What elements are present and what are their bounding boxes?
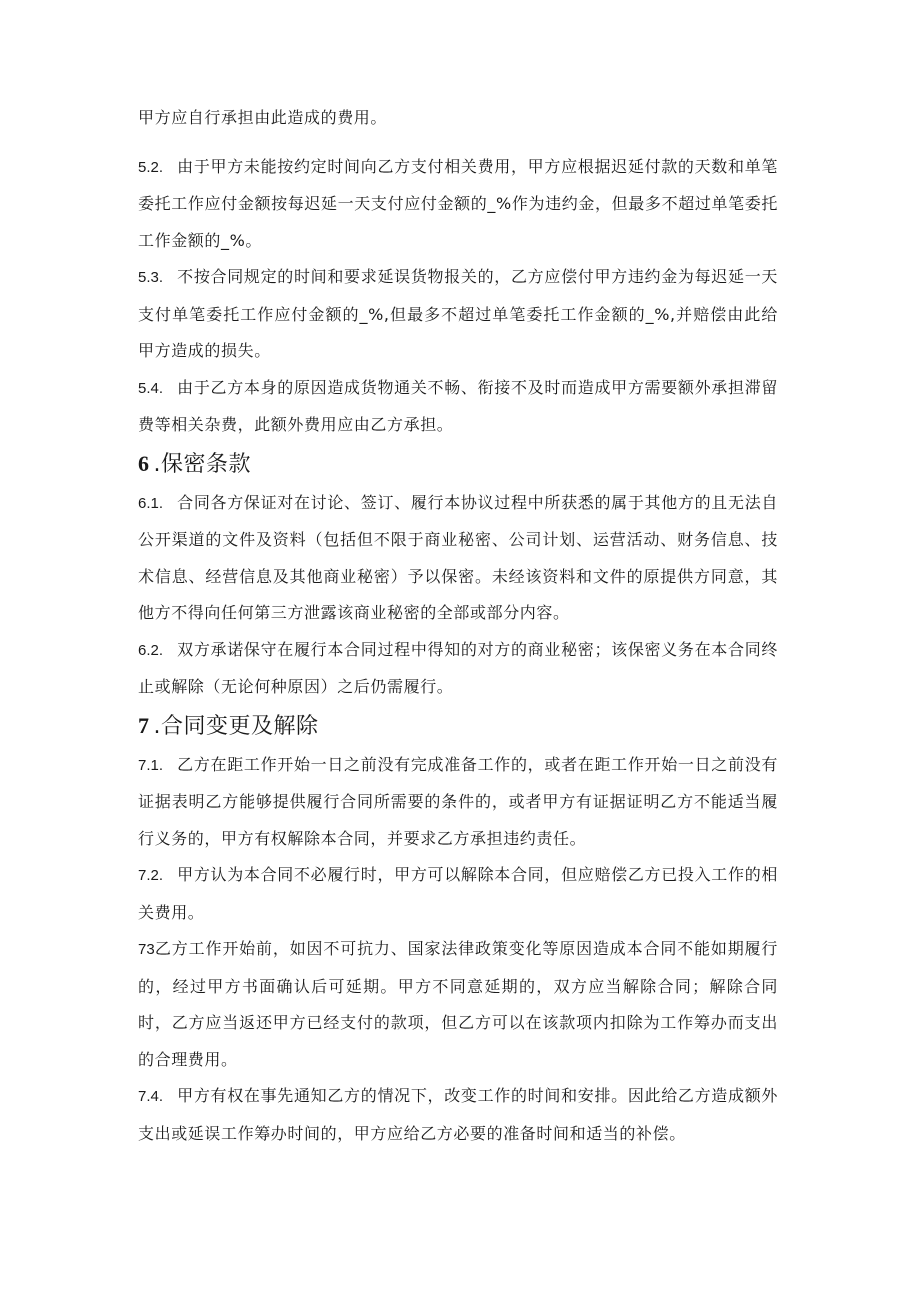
section-title: .合同变更及解除 [153, 713, 319, 739]
clause-6-2 [138, 632, 778, 706]
clause-5-3 [138, 259, 778, 370]
section-title: .保密条款 [153, 451, 251, 477]
section-heading-6 [138, 444, 778, 485]
section-heading-7 [138, 706, 778, 747]
clause-number: 5.2. [138, 158, 164, 176]
clause-5-4 [138, 370, 778, 444]
paragraph-5-1-continued [138, 100, 778, 137]
clause-number: 5.4. [138, 379, 164, 397]
clause-number: 7.1. [138, 756, 164, 774]
clause-number: 6.1. [138, 494, 164, 512]
clause-text: 双方承诺保守在履行本合同过程中得知的对方的商业秘密；该保密义务在本合同终止或解除（无论何种原因）之后仍需履行。 [138, 639, 778, 696]
clause-6-1 [138, 485, 778, 632]
clause-text: 由于乙方本身的原因造成货物通关不畅、衔接不及时而造成甲方需要额外承担滞留费等相关杂费，此额外费用应由乙方承担。 [138, 377, 778, 434]
paragraph-text: 甲方应自行承担由此造成的费用。 [138, 108, 388, 127]
clause-text: 由于甲方未能按约定时间向乙方支付相关费用，甲方应根据迟延付款的天数和单笔委托工作应付金额按每迟延一天支付应付金额的_%作为违约金，但最多不超过单笔委托工作金额的_%。 [138, 156, 778, 250]
clause-7-2 [138, 857, 778, 931]
clause-5-2 [138, 149, 778, 260]
clause-text: 乙方在距工作开始一日之前没有完成准备工作的，或者在距工作开始一日之前没有证据表明乙方能够提供履行合同所需要的条件的，或者甲方有证据证明乙方不能适当履行义务的，甲方有权解除本合同，并要求乙方承担违约责任。 [138, 754, 778, 848]
clause-number: 6.2. [138, 641, 164, 659]
clause-number: 5.3. [138, 269, 164, 286]
document-body [138, 100, 778, 1152]
clause-text: 不按合同规定的时间和要求延误货物报关的，乙方应偿付甲方违约金为每迟延一天支付单笔委托工作应付金额的_%,但最多不超过单笔委托工作金额的_%,并赔偿由此给甲方造成的损失。 [138, 267, 778, 360]
clause-7-4 [138, 1078, 778, 1152]
section-number: 6 [138, 450, 150, 476]
clause-number: 73 [138, 941, 155, 958]
section-number: 7 [138, 712, 150, 738]
clause-text: 合同各方保证对在讨论、签订、履行本协议过程中所获悉的属于其他方的且无法自公开渠道的文件及资料（包括但不限于商业秘密、公司计划、运营活动、财务信息、技术信息、经营信息及其他商业秘密）予以保密。未经该资料和文件的原提供方同意，其他方不得向任何第三方泄露该商业秘密的全部或部分内容。 [138, 492, 778, 622]
clause-number: 7.4. [138, 1088, 164, 1105]
clause-7-1 [138, 747, 778, 858]
clause-text: 甲方有权在事先通知乙方的情况下，改变工作的时间和安排。因此给乙方造成额外支出或延误工作筹办时间的，甲方应给乙方必要的准备时间和适当的补偿。 [138, 1086, 778, 1143]
clause-number: 7.2. [138, 867, 164, 884]
clause-7-3 [138, 931, 778, 1078]
clause-text: 甲方认为本合同不必履行时，甲方可以解除本合同，但应赔偿乙方已投入工作的相关费用。 [138, 865, 778, 922]
clause-text: 乙方工作开始前，如因不可抗力、国家法律政策变化等原因造成本合同不能如期履行的，经过甲方书面确认后可延期。甲方不同意延期的，双方应当解除合同；解除合同时，乙方应当返还甲方已经支付的款项，但乙方可以在该款项内扣除为工作筹办而支出的合理费用。 [138, 939, 778, 1069]
